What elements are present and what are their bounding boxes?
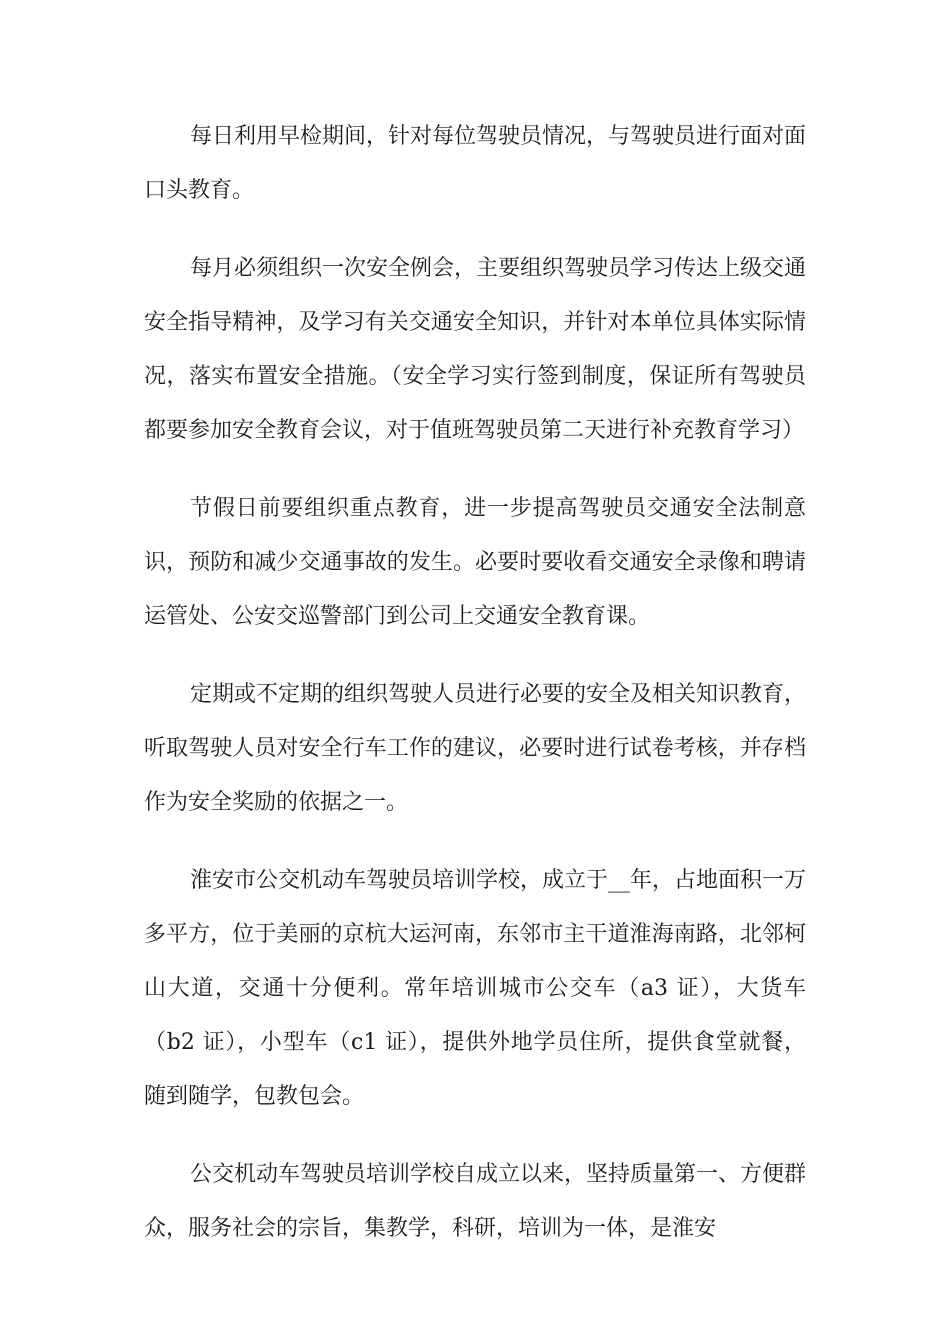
paragraph-monthly-safety-meeting: 每月必须组织一次安全例会，主要组织驾驶员学习传达上级交通安全指导精神，及学习有关交通安全知识，并针对本单位具体实际情况，落实布置安全措施。（安全学习实行签到制度，保证所有驾驶员都要参加安全教育会议，对于值班驾驶员第二天进行补充教育学习） bbox=[144, 256, 807, 443]
paragraph-morning-check-education: 每日利用早检期间，针对每位驾驶员情况，与驾驶员进行面对面口头教育。 bbox=[144, 124, 807, 203]
paragraph-periodic-knowledge-education: 定期或不定期的组织驾驶人员进行必要的安全及相关知识教育，听取驾驶人员对安全行车工作的建议，必要时进行试卷考核，并存档作为安全奖励的依据之一。 bbox=[144, 682, 807, 815]
paragraph-school-introduction: 淮安市公交机动车驾驶员培训学校，成立于__年，占地面积一万多平方，位于美丽的京杭大运河南，东邻市主干道淮海南路，北邻柯山大道，交通十分便利。常年培训城市公交车（a3 证），大货车（b2 证），小型车（c1 证），提供外地学员住所，提供食堂就餐，随到随学，包教包会。 bbox=[144, 868, 807, 1109]
paragraph-school-purpose: 公交机动车驾驶员培训学校自成立以来，坚持质量第一、方便群众，服务社会的宗旨，集教学，科研，培训为一体，是淮安 bbox=[144, 1162, 807, 1241]
paragraph-holiday-key-education: 节假日前要组织重点教育，进一步提高驾驶员交通安全法制意识，预防和减少交通事故的发生。必要时要收看交通安全录像和聘请运管处、公安交巡警部门到公司上交通安全教育课。 bbox=[144, 496, 806, 629]
document-body bbox=[144, 110, 806, 1280]
